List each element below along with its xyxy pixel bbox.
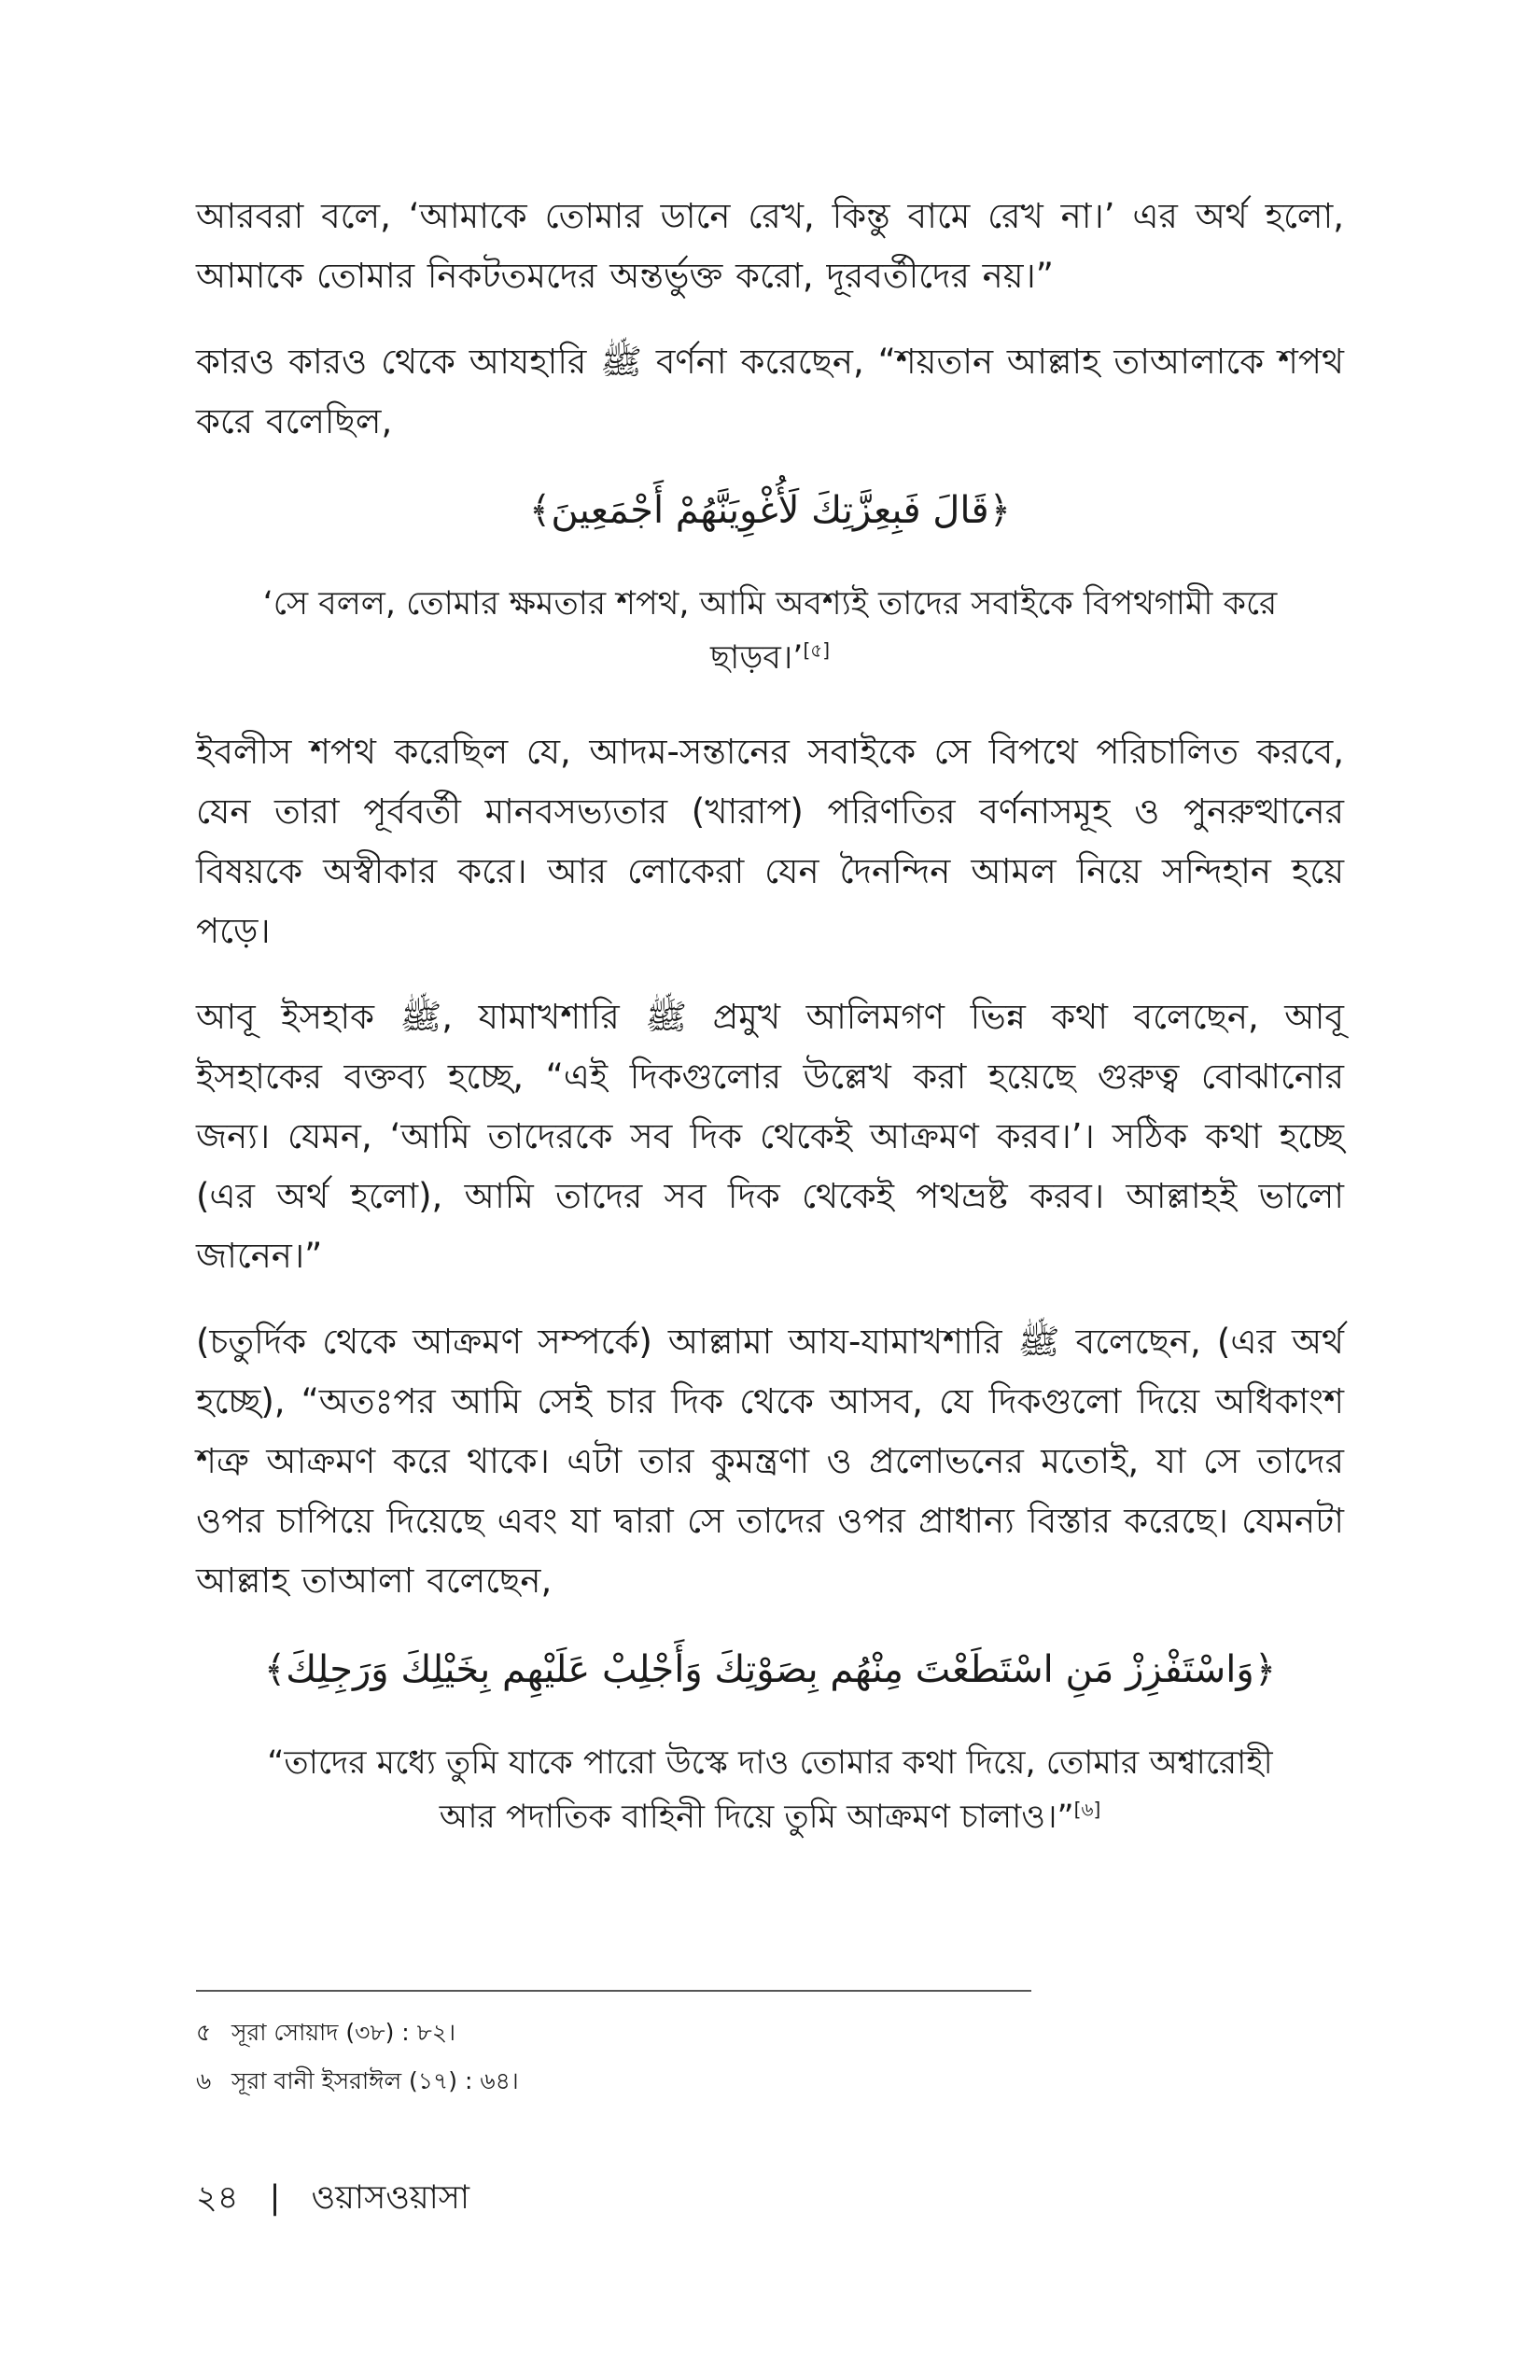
arabic-verse-1: ﴿قَالَ فَبِعِزَّتِكَ لَأُغْوِيَنَّهُمْ أَجْمَعِينَ﴾ bbox=[528, 489, 1012, 532]
footer-separator: | bbox=[269, 2179, 281, 2217]
paragraph-1: আরবরা বলে, ‘আমাকে তোমার ডানে রেখ, কিন্তু বামে রেখ না।’ এর অর্থ হলো, আমাকে তোমার নিকটতমদের অন্তর্ভুক্ত করো, দূরবর্তীদের নয়।” bbox=[196, 196, 1344, 296]
footnote-number: ৫ bbox=[196, 2019, 212, 2046]
footnote-5 bbox=[196, 2009, 1129, 2057]
footnote-ref-6: [৬] bbox=[1073, 1798, 1101, 1821]
translation-quote-1-text: ‘সে বলল, তোমার ক্ষমতার শপথ, আমি অবশ্যই তাদের সবাইকে বিপথগামী করে ছাড়ব।’ bbox=[262, 585, 1278, 677]
translation-quote-1 bbox=[238, 577, 1302, 685]
running-title: ওয়াসওয়াসা bbox=[311, 2179, 469, 2217]
paragraph-5: (চতুর্দিক থেকে আক্রমণ সম্পর্কে) আল্লামা আয-যামাখশারি ﷺ বলেছেন, (এর অর্থ হচ্ছে), “অতঃপর আমি সেই চার দিক থেকে আসব, যে দিকগুলো দিয়ে অধিকাংশ শত্রু আক্রমণ করে থাকে। এটা তার কুমন্ত্রণা ও প্রলোভনের মতোই, যা সে তাদের ওপর চাপিয়ে দিয়েছে এবং যা দ্বারা সে তাদের ওপর প্রাধান্য বিস্তার করেছে। যেমনটা আল্লাহ তাআলা বলেছেন, bbox=[196, 1322, 1344, 1601]
translation-quote-2 bbox=[238, 1736, 1302, 1844]
footnote-text: সূরা সোয়াদ (৩৮) : ৮২। bbox=[231, 2019, 456, 2046]
footnote-6 bbox=[196, 2057, 1129, 2106]
footnote-number: ৬ bbox=[196, 2067, 212, 2094]
footnote-ref-5: [৫] bbox=[803, 638, 831, 662]
page-number: ২৪ bbox=[196, 2179, 239, 2217]
arabic-verse-2: ﴿وَاسْتَفْزِزْ مَنِ اسْتَطَعْتَ مِنْهُم بِصَوْتِكَ وَأَجْلِبْ عَلَيْهِم بِخَيْلِكَ وَرَجِلِكَ﴾ bbox=[263, 1648, 1277, 1691]
page-footer bbox=[196, 2175, 469, 2221]
translation-quote-2-text: “তাদের মধ্যে তুমি যাকে পারো উস্কে দাও তোমার কথা দিয়ে, তোমার অশ্বারোহী আর পদাতিক বাহিনী দিয়ে তুমি আক্রমণ চালাও।” bbox=[267, 1744, 1273, 1836]
paragraph-4: আবূ ইসহাক ﷺ, যামাখশারি ﷺ প্রমুখ আলিমগণ ভিন্ন কথা বলেছেন, আবূ ইসহাকের বক্তব্য হচ্ছে, “এই দিকগুলোর উল্লেখ করা হয়েছে গুরুত্ব বোঝানোর জন্য। যেমন, ‘আমি তাদেরকে সব দিক থেকেই আক্রমণ করব।’। সঠিক কথা হচ্ছে (এর অর্থ হলো), আমি তাদের সব দিক থেকেই পথভ্রষ্ট করব। আল্লাহই ভালো জানেন।” bbox=[196, 997, 1344, 1276]
page-body bbox=[196, 187, 1344, 1882]
paragraph-2: কারও কারও থেকে আযহারি ﷺ বর্ণনা করেছেন, “শয়তান আল্লাহ তাআলাকে শপথ করে বলেছিল, bbox=[196, 342, 1344, 441]
footnotes bbox=[196, 2009, 1129, 2106]
footnote-divider bbox=[196, 1990, 1031, 1992]
footnote-text: সূরা বানী ইসরাঈল (১৭) : ৬৪। bbox=[231, 2067, 519, 2094]
paragraph-3: ইবলীস শপথ করেছিল যে, আদম-সন্তানের সবাইকে সে বিপথে পরিচালিত করবে, যেন তারা পূর্ববর্তী মানবসভ্যতার (খারাপ) পরিণতির বর্ণনাসমূহ ও পুনরুত্থানের বিষয়কে অস্বীকার করে। আর লোকেরা যেন দৈনন্দিন আমল নিয়ে সন্দিহান হয়ে পড়ে। bbox=[196, 732, 1344, 951]
